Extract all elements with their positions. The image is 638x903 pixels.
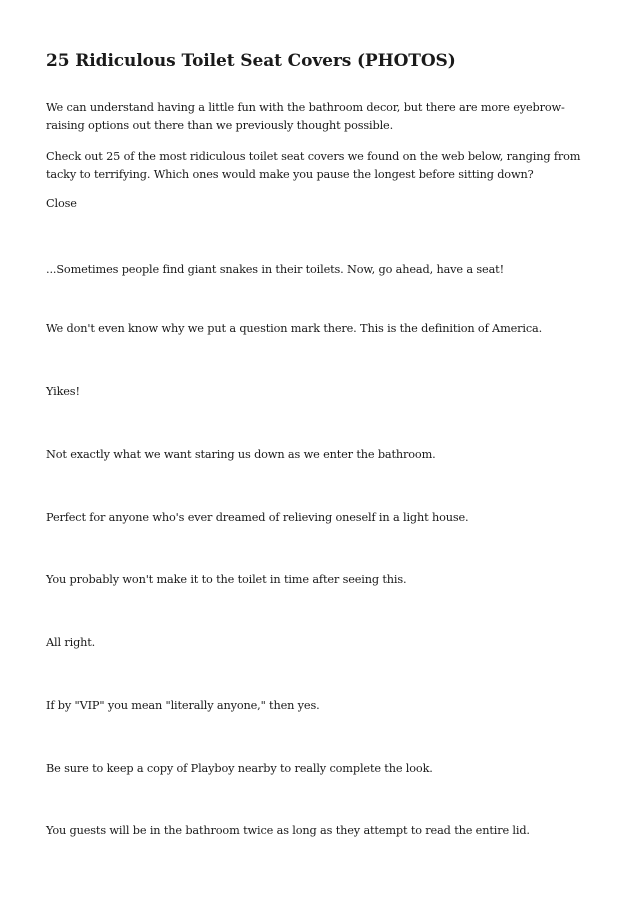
article-title: 25 Ridiculous Toilet Seat Covers (PHOTOS) (46, 51, 456, 71)
caption-2: We don't even know why we put a question mark there. This is the definition of America. (46, 322, 543, 335)
caption-6: You probably won't make it to the toilet in time after seeing this. (46, 573, 407, 586)
caption-5: Perfect for anyone who's ever dreamed of relieving oneself in a light house. (46, 511, 469, 524)
caption-8: If by "VIP" you mean "literally anyone," then yes. (46, 699, 320, 712)
caption-9: Be sure to keep a copy of Playboy nearby to really complete the look. (46, 762, 433, 775)
close-link[interactable]: Close (46, 197, 77, 210)
intro-paragraph-2: Check out 25 of the most ridiculous toilet seat covers we found on the web below, ranging from tacky to terrifying. Which ones would make you pause the longest before sitting down? (46, 150, 581, 181)
caption-10: You guests will be in the bathroom twice as long as they attempt to read the entire lid. (46, 824, 530, 837)
caption-1: ...Sometimes people find giant snakes in their toilets. Now, go ahead, have a seat! (46, 263, 504, 276)
caption-4: Not exactly what we want staring us down as we enter the bathroom. (46, 448, 436, 461)
caption-3: Yikes! (46, 385, 80, 398)
intro-paragraph-1: We can understand having a little fun with the bathroom decor, but there are more eyebrow-raising options out there than we previously thought possible. (46, 101, 565, 132)
caption-7: All right. (46, 636, 96, 649)
